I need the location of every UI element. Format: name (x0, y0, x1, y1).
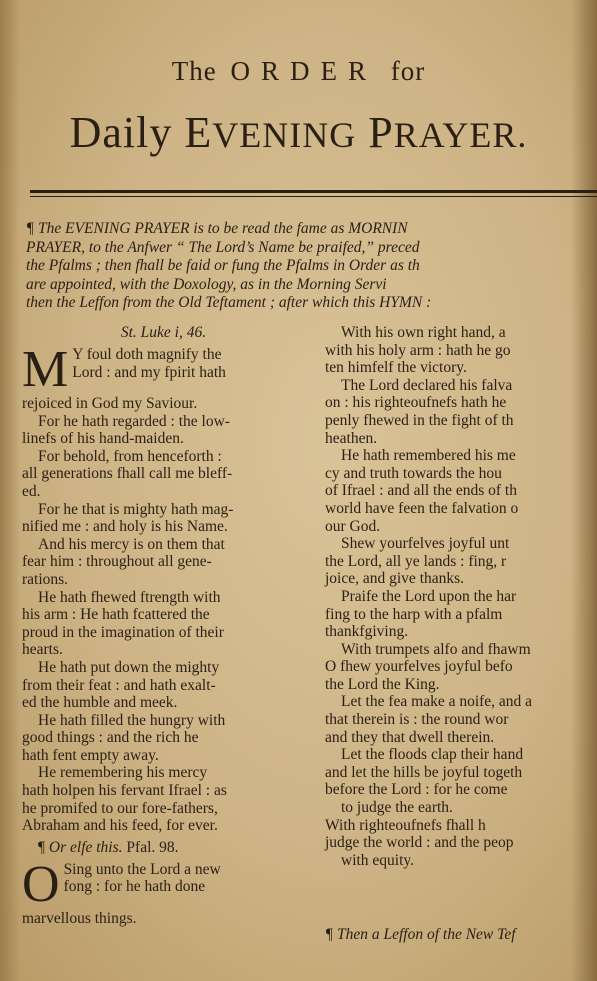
text-line: world have feen the falvation o (325, 499, 519, 517)
text-line: hath holpen his fervant Ifrael : as (22, 782, 227, 800)
text-line: Let the fea make a noife, and a (341, 693, 533, 711)
text-line: nified me : and holy is his Name. (22, 518, 228, 536)
alternate-rubric (22, 835, 305, 861)
text-line: Abraham and his feed, for ever. (22, 817, 218, 835)
text-line: heathen. (325, 429, 378, 447)
opening-rubric (26, 220, 597, 313)
rubric-line: ¶ The EVENING PRAYER is to be read the fame as MORNIN (26, 220, 408, 237)
title-word-evening-cap: E (184, 108, 213, 157)
text-line: rations. (22, 570, 69, 588)
text-line: ten himfelf the victory. (325, 359, 467, 377)
text-line (325, 869, 597, 887)
rubric-or-else: Or elfe this. (48, 838, 123, 856)
left-column (22, 324, 305, 927)
title-rule-thin (30, 196, 597, 197)
title-word-prayer-cap: P (368, 108, 394, 157)
rubric-line: then the Leffon from the Old Teftament ; after which this HYMN : (26, 294, 432, 311)
title-word-evening-rest: VENING (212, 115, 357, 155)
heading-order (0, 56, 597, 87)
text-line: rejoiced in God my Saviour. (22, 395, 198, 412)
text-line: penly fhewed in the fight of th (325, 411, 514, 429)
text-line: For he hath regarded : the low- (38, 412, 230, 430)
text-line: on : his righteoufnefs hath he (325, 394, 507, 412)
text-line: thankfgiving. (325, 623, 409, 641)
text-line: hath fent empty away. (22, 746, 159, 764)
text-line (325, 887, 597, 905)
text-line: and they that dwell therein. (325, 728, 495, 746)
text-line: He hath fhewed ftrength with (38, 588, 221, 606)
rubric-line: PRAYER, to the Anfwer “ The Lord’s Name be praifed,” preced (26, 238, 420, 256)
text-line: He remembering his mercy (38, 764, 208, 782)
scripture-reference: St. Luke i, 46. (120, 324, 207, 341)
text-line: proud in the imagination of their (22, 623, 224, 641)
text-line: fong : for he hath done (63, 878, 206, 896)
rubric-mark: ¶ (325, 926, 334, 943)
text-line: For he that is mighty hath mag- (38, 500, 234, 518)
text-line: all generations fhall call me bleff- (22, 465, 233, 483)
text-line: And his mercy is on them that (38, 535, 225, 553)
text-line: Shew yourfelves joyful unt (341, 535, 510, 553)
text-line: his arm : He hath fcattered the (22, 606, 210, 624)
text-line: of Ifrael : and all the ends of th (325, 482, 517, 500)
title-word-prayer-rest: RAYER. (393, 115, 528, 155)
text-line: Lord : and my fpirit hath (72, 363, 226, 381)
title-rule-thick (30, 190, 597, 193)
text-line: He hath put down the mighty (38, 658, 220, 676)
rubric-mark: ¶ (38, 838, 46, 856)
rubric-line: are appointed, with the Doxology, as in the Morning Servi (26, 275, 387, 293)
rubric-text: Then a Leffon of the New Tef (336, 926, 516, 943)
text-line: For behold, from henceforth : (38, 447, 222, 465)
text-line: he promifed to our fore-fathers, (22, 799, 218, 817)
text-line: He hath remembered his me (341, 447, 516, 465)
text-line: He hath filled the hungry with (38, 711, 226, 729)
text-line: With righteoufnefs fhall h (325, 816, 486, 834)
text-line: Sing unto the Lord a new (63, 860, 221, 878)
text-line: judge the world : and the peop (325, 834, 514, 852)
text-line: O fhew yourfelves joyful befo (325, 658, 513, 676)
text-line: The Lord declared his falva (341, 376, 513, 394)
text-line: the Lord, all ye lands : fing, r (325, 552, 507, 570)
text-line: the Lord the King. (325, 675, 440, 693)
drop-cap: O (22, 855, 60, 913)
text-line: With his own right hand, a (341, 324, 506, 341)
heading-pre: The (171, 56, 217, 86)
text-line: Let the floods clap their hand (341, 746, 524, 764)
text-line: and let the hills be joyful togeth (325, 763, 523, 781)
text-line: linefs of his hand-maiden. (22, 430, 184, 448)
text-line: to judge the earth. (341, 799, 453, 817)
text-line: fear him : throughout all gene- (22, 553, 212, 571)
rubric-line: the Pfalms ; then fhall be faid or fung the Pfalms in Order as th (26, 257, 420, 274)
text-line: cy and truth towards the hou (325, 464, 502, 482)
text-line: good things : and the rich he (22, 729, 199, 747)
drop-cap: M (22, 341, 69, 398)
text-line: marvellous things. (22, 909, 137, 927)
page-title (0, 107, 597, 158)
text-line: that therein is : the round wor (325, 711, 509, 729)
text-line: joice, and give thanks. (325, 570, 465, 588)
magnificat-opening (22, 341, 305, 413)
text-line: ed. (22, 482, 41, 500)
text-line: hearts. (22, 641, 63, 659)
psalm-reference: Pfal. 98. (126, 838, 179, 856)
text-line: fing to the harp with a pfalm (325, 605, 503, 623)
heading-post: for (390, 56, 426, 86)
heading-order-word: ORDER (230, 56, 377, 86)
text-line: with equity. (341, 851, 415, 869)
text-line: our God. (325, 517, 381, 535)
text-line: Y foul doth magnify the (72, 346, 222, 363)
text-line: before the Lord : for he come (325, 781, 508, 799)
right-column (325, 324, 597, 905)
closing-rubric (325, 926, 516, 944)
text-line: with his holy arm : hath he go (325, 341, 511, 359)
title-word-daily: Daily (69, 108, 173, 157)
text-line: ed the humble and meek. (22, 694, 178, 712)
text-line: Praife the Lord upon the har (341, 587, 517, 605)
text-line: from their feat : and hath exalt- (22, 676, 216, 694)
psalm-opening (22, 855, 305, 928)
text-line: With trumpets alfo and fhawm (341, 640, 531, 658)
